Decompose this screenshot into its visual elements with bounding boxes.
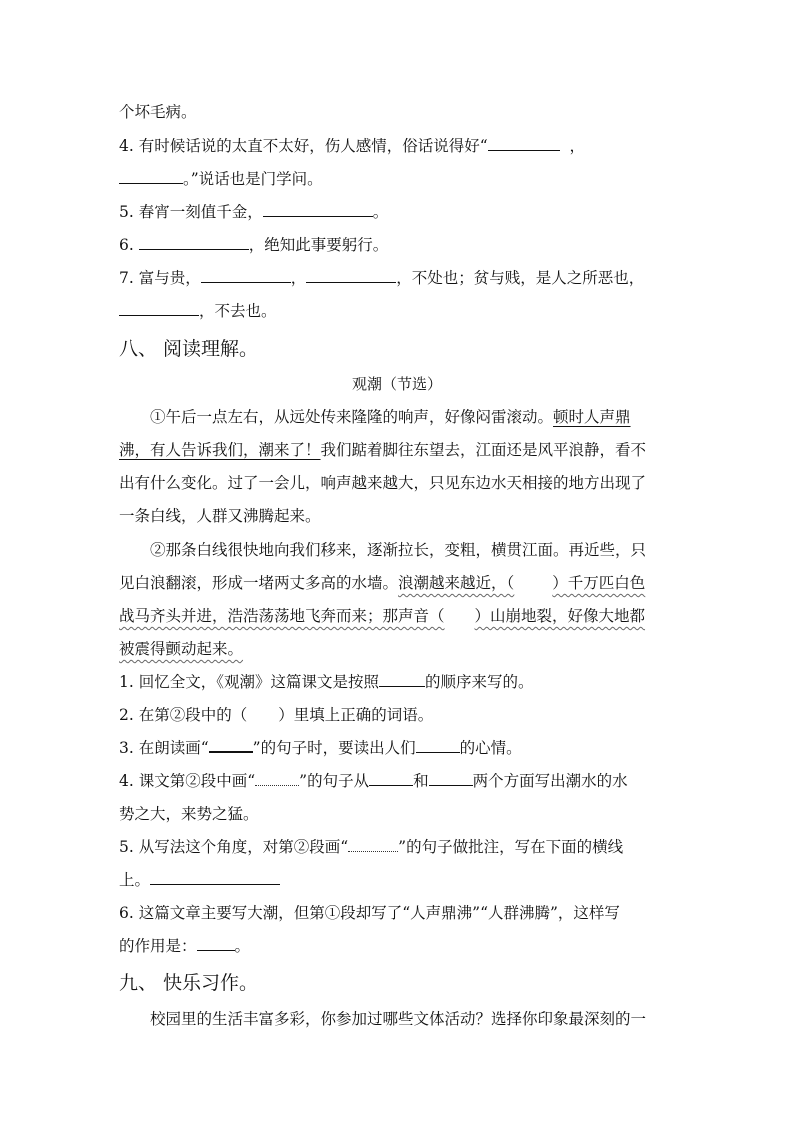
- reading-question-4-line-1: [119, 770, 679, 792]
- passage-p1-line-1: [150, 406, 710, 428]
- reading-question-5-line-1: [119, 836, 679, 858]
- text: ）山崩地裂，好像大地都: [474, 607, 646, 625]
- text: 6.: [119, 236, 139, 254]
- question-4-line-2: [119, 168, 679, 190]
- answer-blank[interactable]: [369, 770, 413, 786]
- question-7-line-2: [119, 300, 679, 322]
- text: ，不处也；贫与贱，是人之所恶也，: [396, 269, 645, 287]
- passage-p1-line-3: 出有什么变化。过了一会儿，响声越来越大，只见东边水天相接的地方出现了: [119, 474, 647, 492]
- answer-blank[interactable]: [379, 671, 425, 687]
- text: ，不去也。: [199, 302, 277, 320]
- text: 的作用是：: [119, 937, 197, 955]
- writing-prompt-line-1: 校园里的生活丰富多彩，你参加过哪些文体活动？选择你印象最深刻的一: [150, 1010, 647, 1028]
- text: 4. 有时候话说的太直不太好，伤人感情，俗话说得好“: [119, 137, 488, 155]
- answer-blank[interactable]: [201, 267, 291, 283]
- passage-p2-line-4: [119, 638, 679, 660]
- section-heading-writing: 九、 快乐习作。: [119, 972, 259, 994]
- text: 4. 课文第②段中画“: [119, 772, 256, 790]
- section-heading-reading: 八、 阅读理解。: [119, 338, 259, 360]
- text: ”的句子做批注，写在下面的横线: [398, 838, 624, 856]
- answer-blank[interactable]: [429, 770, 473, 786]
- text: 1. 回忆全文，《观潮》这篇课文是按照: [119, 673, 379, 691]
- text: 见白浪翻滚，形成一堵两丈多高的水墙。: [119, 574, 399, 592]
- answer-blank[interactable]: [119, 168, 183, 184]
- reading-question-5-line-2: [119, 869, 679, 891]
- underlined-text: 沸，有人告诉我们，潮来了！: [119, 441, 321, 459]
- answer-blank[interactable]: [197, 935, 235, 951]
- question-7-line-1: [119, 267, 679, 289]
- question-5: [119, 201, 679, 223]
- text: 。: [234, 937, 251, 955]
- answer-blank[interactable]: [139, 234, 249, 250]
- passage-p2-line-2: [119, 572, 679, 594]
- answer-blank[interactable]: [119, 300, 199, 316]
- text: ）千万匹白色: [552, 574, 646, 592]
- text: 的心情。: [459, 739, 522, 757]
- wavy-line-mark: [255, 771, 299, 786]
- straight-line-mark: [209, 737, 253, 753]
- answer-blank[interactable]: [150, 869, 280, 885]
- text: ，绝知此事要躬行。: [248, 236, 389, 254]
- text: 5. 春宵一刻值千金，: [119, 203, 263, 221]
- question-4-line-1: [119, 135, 679, 157]
- reading-question-1: [119, 671, 679, 693]
- passage-title: 观潮（节选）: [351, 375, 442, 393]
- wavy-underlined-text: 被震得颤动起来。: [119, 640, 244, 658]
- text: 上。: [119, 871, 151, 889]
- reading-question-3: [119, 737, 679, 759]
- wavy-underlined-text: [398, 574, 645, 592]
- text: 两个方面写出潮水的水: [472, 772, 628, 790]
- text: 。: [372, 203, 389, 221]
- underlined-text: 顿时人声鼎: [553, 408, 631, 426]
- text: ，: [290, 269, 307, 287]
- passage-p1-line-4: 一条白线，人群又沸腾起来。: [119, 507, 321, 525]
- answer-blank[interactable]: [416, 737, 460, 753]
- text: ”的句子时，要读出人们: [252, 739, 416, 757]
- text: ，: [569, 137, 586, 155]
- text: 3. 在朗读画“: [119, 739, 209, 757]
- text: 7. 富与贵，: [119, 269, 201, 287]
- text: ①午后一点左右，从远处传来隆隆的响声，好像闷雷滚动。: [150, 408, 554, 426]
- answer-blank[interactable]: [488, 135, 560, 151]
- question-6: [119, 234, 679, 256]
- answer-blank[interactable]: [306, 267, 396, 283]
- text-line: [119, 101, 679, 123]
- reading-question-2: 2. 在第②段中的（ ）里填上正确的词语。: [119, 706, 434, 724]
- wavy-underlined-text: [119, 607, 645, 625]
- text: 浪潮越来越近，（: [398, 574, 515, 592]
- text: ”的句子从: [299, 772, 370, 790]
- text: 。”说话也是门学问。: [183, 170, 323, 188]
- text: 5. 从写法这个角度，对第②段画“: [119, 838, 349, 856]
- passage-p2-line-3: [119, 605, 679, 627]
- answer-blank[interactable]: [263, 201, 373, 217]
- reading-question-4-line-2: 势之大，来势之猛。: [119, 805, 259, 823]
- text: 的顺序来写的。: [424, 673, 534, 691]
- reading-question-6-line-1: 6. 这篇文章主要写大潮，但第①段却写了“人声鼎沸”“人群沸腾”，这样写: [119, 904, 620, 922]
- text: 战马齐头并进，浩浩荡荡地飞奔而来；那声音（: [119, 607, 445, 625]
- passage-p2-line-1: ②那条白线很快地向我们移来，逐渐拉长，变粗，横贯江面。再近些，只: [150, 541, 647, 559]
- wavy-line-mark: [348, 837, 398, 852]
- passage-p1-line-2: [119, 439, 679, 461]
- text: 和: [413, 772, 429, 790]
- reading-question-6-line-2: [119, 935, 679, 957]
- text: 我们踮着脚往东望去，江面还是风平浪静，看不: [320, 441, 647, 459]
- text: 个坏毛病。: [119, 103, 197, 121]
